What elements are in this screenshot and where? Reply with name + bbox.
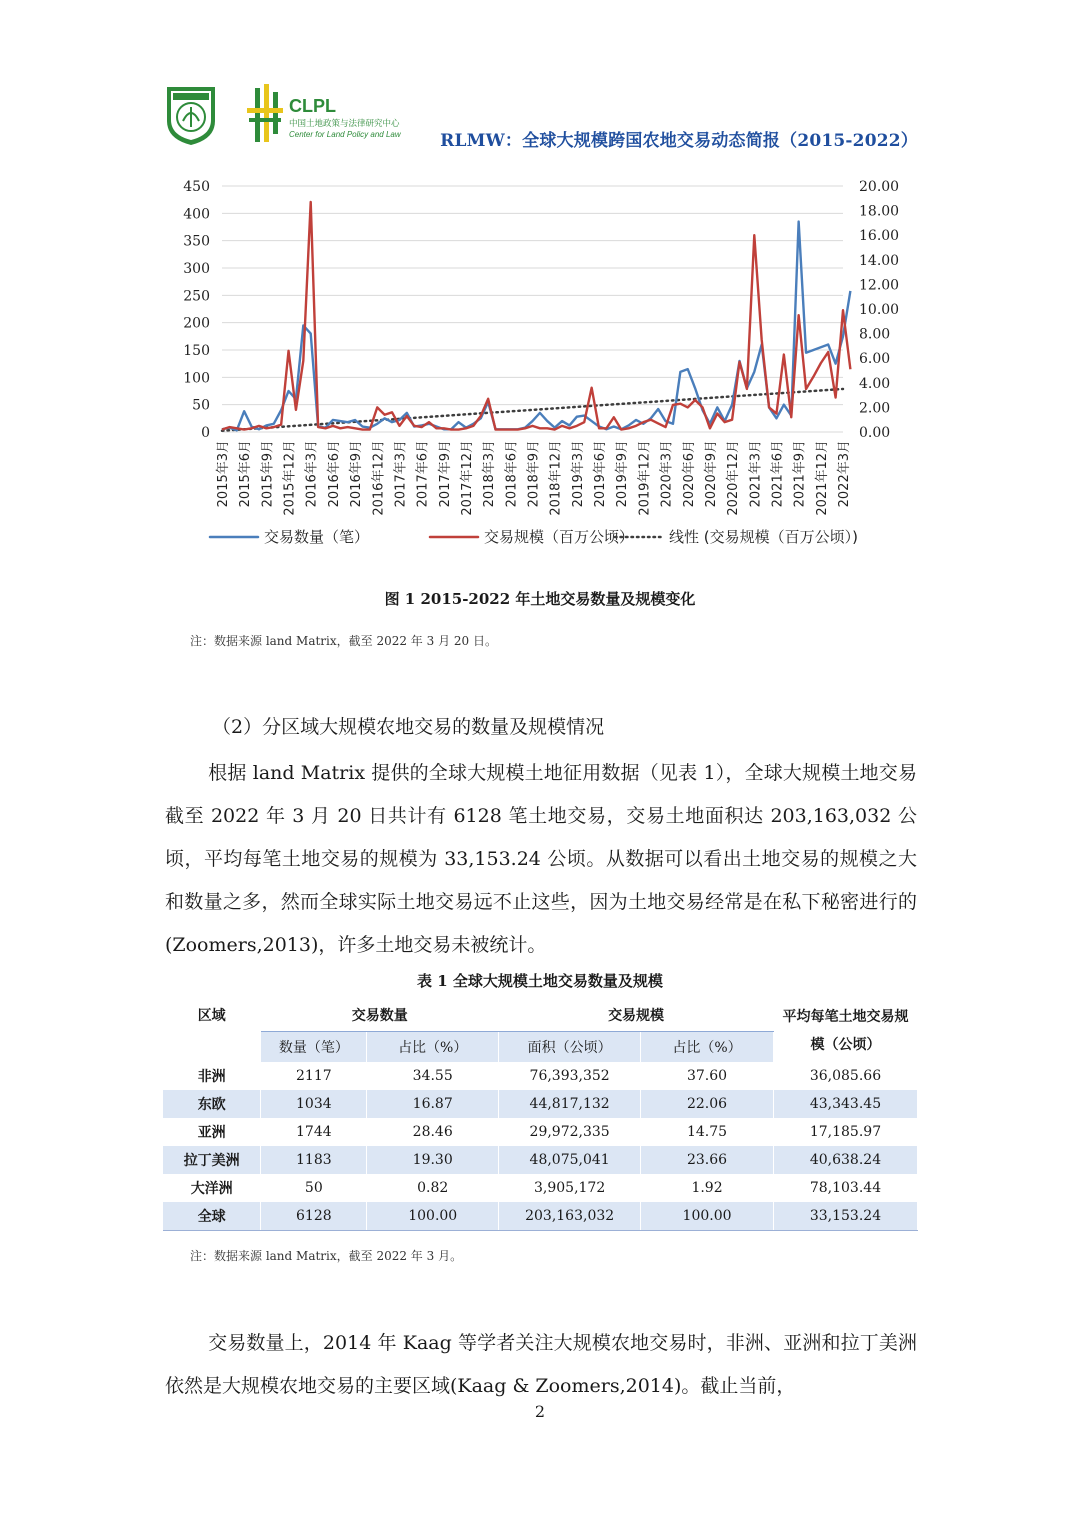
row-region: 非洲: [163, 1062, 261, 1090]
x-tick-label: 2020年6月: [681, 440, 697, 508]
report-title: RLMW：全球大规模跨国农地交易动态简报（2015-2022）: [440, 131, 918, 151]
right-tick-label: 0.00: [859, 425, 891, 441]
row-area-pct: 14.75: [641, 1118, 774, 1146]
x-tick-label: 2019年9月: [615, 440, 631, 508]
row-count: 1744: [261, 1118, 367, 1146]
table-row: [163, 1090, 918, 1118]
table-note: 注：数据来源 land Matrix，截至 2022 年 3 月。: [190, 1249, 463, 1263]
row-area-pct: 22.06: [641, 1090, 774, 1118]
figure-note: 注：数据来源 land Matrix，截至 2022 年 3 月 20 日。: [190, 634, 497, 648]
row-area: 203,163,032: [499, 1202, 641, 1231]
subheader-area-pct: 占比（%）: [641, 1032, 774, 1063]
row-region: 亚洲: [163, 1118, 261, 1146]
region-table: [163, 999, 918, 1231]
x-tick-label: 2021年12月: [814, 440, 830, 516]
x-tick-label: 2016年3月: [304, 440, 320, 508]
x-tick-label: 2018年12月: [548, 440, 564, 516]
row-area: 48,075,041: [499, 1146, 641, 1174]
page-number: 2: [534, 1402, 546, 1421]
row-count-pct: 19.30: [367, 1146, 499, 1174]
x-tick-label: 2017年12月: [459, 440, 475, 516]
row-count-pct: 100.00: [367, 1202, 499, 1231]
header-average: [773, 999, 917, 1062]
row-count: 2117: [261, 1062, 367, 1090]
table-row: [163, 1174, 918, 1202]
right-tick-label: 8.00: [859, 326, 891, 343]
row-area-pct: 1.92: [641, 1174, 774, 1202]
table-caption: 表 1 全球大规模土地交易数量及规模: [417, 972, 663, 990]
right-tick-label: 20.00: [859, 179, 900, 195]
row-area: 29,972,335: [499, 1118, 641, 1146]
clpl-name: CLPL: [289, 96, 336, 116]
row-area: 44,817,132: [499, 1090, 641, 1118]
left-tick-label: 400: [183, 206, 210, 223]
row-avg: 33,153.24: [773, 1202, 917, 1231]
right-tick-label: 6.00: [859, 351, 891, 368]
chart-series: [222, 202, 850, 431]
x-tick-label: 2019年12月: [637, 440, 653, 516]
header-count: 交易数量: [261, 999, 499, 1032]
row-count: 6128: [261, 1202, 367, 1231]
paragraph-text: 交易数量上，2014 年 Kaag 等学者关注大规模农地交易时，非洲、亚洲和拉丁美洲依然是大规模农地交易的主要区域(Kaag & Zoomers,2014)。截止当前，: [165, 1332, 917, 1397]
legend-label: 线性 (交易规模（百万公顷）): [669, 528, 858, 546]
row-region: 全球: [163, 1202, 261, 1231]
trend-chart: [160, 170, 920, 560]
x-tick-label: 2018年3月: [482, 440, 498, 508]
x-tick-label: 2021年3月: [748, 440, 764, 508]
figure-caption: 图 1 2015-2022 年土地交易数量及规模变化: [384, 590, 696, 608]
right-tick-label: 10.00: [859, 302, 900, 318]
header-region: 区域: [163, 999, 261, 1062]
subheader-count: 数量（笔）: [261, 1032, 367, 1063]
left-tick-label: 150: [183, 343, 210, 359]
left-tick-label: 450: [183, 179, 210, 195]
row-area-pct: 37.60: [641, 1062, 774, 1090]
x-tick-label: 2015年12月: [282, 440, 298, 516]
row-avg: 36,085.66: [773, 1062, 917, 1090]
x-tick-label: 2019年3月: [570, 440, 586, 508]
row-avg: 43,343.45: [773, 1090, 917, 1118]
table-row: [163, 1118, 918, 1146]
left-tick-label: 300: [183, 261, 210, 277]
row-area-pct: 23.66: [641, 1146, 774, 1174]
left-tick-label: 200: [183, 315, 210, 332]
x-axis-ticks: [215, 440, 852, 516]
university-logo: [163, 83, 219, 147]
body-paragraph: [165, 1322, 917, 1408]
x-tick-label: 2016年12月: [371, 440, 387, 516]
subheader-count-pct: 占比（%）: [367, 1032, 499, 1063]
x-tick-label: 2018年6月: [504, 440, 520, 508]
right-tick-label: 18.00: [859, 203, 900, 220]
clpl-logo: [245, 82, 420, 146]
x-tick-label: 2017年9月: [437, 440, 453, 508]
subheader-area: 面积（公顷）: [499, 1032, 641, 1063]
row-area: 3,905,172: [499, 1174, 641, 1202]
row-area-pct: 100.00: [641, 1202, 774, 1231]
header-average-text: 平均每笔土地交易规模（公顷）: [782, 1008, 909, 1053]
x-tick-label: 2018年9月: [526, 440, 542, 508]
x-tick-label: 2022年3月: [837, 440, 852, 508]
table-row: [163, 1146, 918, 1174]
row-area: 76,393,352: [499, 1062, 641, 1090]
x-tick-label: 2020年3月: [659, 440, 675, 508]
row-count: 1183: [261, 1146, 367, 1174]
x-tick-label: 2017年6月: [415, 440, 431, 508]
section-heading: （2）分区域大规模农地交易的数量及规模情况: [212, 716, 605, 738]
left-tick-label: 250: [183, 288, 210, 305]
left-tick-label: 50: [192, 397, 210, 414]
x-tick-label: 2020年12月: [726, 440, 742, 516]
right-axis-ticks: [859, 179, 899, 441]
x-tick-label: 2019年6月: [593, 440, 609, 508]
table-row: [163, 1062, 918, 1090]
paragraph-text: 根据 land Matrix 提供的全球大规模土地征用数据（见表 1），全球大规模土地交易截至 2022 年 3 月 20 日共计有 6128 笔土地交易，交易土地面积达 203,163,032 公顷，平均每笔土地交易的规模为 33,153.24 公顷。从数据可以看出土地交易的规模之大和数量之多，然而全球实际土地交易远不止这些，因为土地交易经常是在私下秘密进行的(Zoomers,2013)，许多土地交易未被统计。: [165, 762, 917, 956]
left-tick-label: 0: [201, 425, 210, 441]
chart-legend: [210, 528, 858, 546]
x-tick-label: 2020年9月: [703, 440, 719, 508]
legend-label: 交易规模（百万公顷）: [484, 528, 635, 546]
row-count: 50: [261, 1174, 367, 1202]
row-region: 大洋洲: [163, 1174, 261, 1202]
row-count-pct: 28.46: [367, 1118, 499, 1146]
left-axis-ticks: [183, 179, 210, 441]
left-tick-label: 100: [183, 370, 210, 387]
row-avg: 78,103.44: [773, 1174, 917, 1202]
row-region: 东欧: [163, 1090, 261, 1118]
x-tick-label: 2021年6月: [770, 440, 786, 508]
legend-label: 交易数量（笔）: [264, 528, 370, 546]
body-paragraph: [165, 752, 917, 967]
table-row: [163, 1202, 918, 1231]
row-avg: 40,638.24: [773, 1146, 917, 1174]
row-avg: 17,185.97: [773, 1118, 917, 1146]
clpl-chinese-name: 中国土地政策与法律研究中心: [289, 119, 400, 129]
x-tick-label: 2017年3月: [393, 440, 409, 508]
header-scale: 交易规模: [499, 999, 774, 1032]
right-tick-label: 2.00: [859, 400, 891, 417]
clpl-english-name: Center for Land Policy and Law: [289, 130, 401, 139]
row-count-pct: 0.82: [367, 1174, 499, 1202]
x-tick-label: 2016年6月: [326, 440, 342, 508]
x-tick-label: 2021年9月: [792, 440, 808, 508]
x-tick-label: 2016年9月: [349, 440, 365, 508]
row-count-pct: 34.55: [367, 1062, 499, 1090]
row-count-pct: 16.87: [367, 1090, 499, 1118]
right-tick-label: 4.00: [859, 375, 891, 392]
left-tick-label: 350: [183, 233, 210, 250]
row-region: 拉丁美洲: [163, 1146, 261, 1174]
x-tick-label: 2015年9月: [260, 440, 276, 508]
x-tick-label: 2015年6月: [238, 440, 254, 508]
row-count: 1034: [261, 1090, 367, 1118]
x-tick-label: 2015年3月: [216, 440, 231, 508]
right-tick-label: 14.00: [859, 252, 900, 269]
right-tick-label: 16.00: [859, 228, 900, 245]
right-tick-label: 12.00: [859, 277, 900, 294]
